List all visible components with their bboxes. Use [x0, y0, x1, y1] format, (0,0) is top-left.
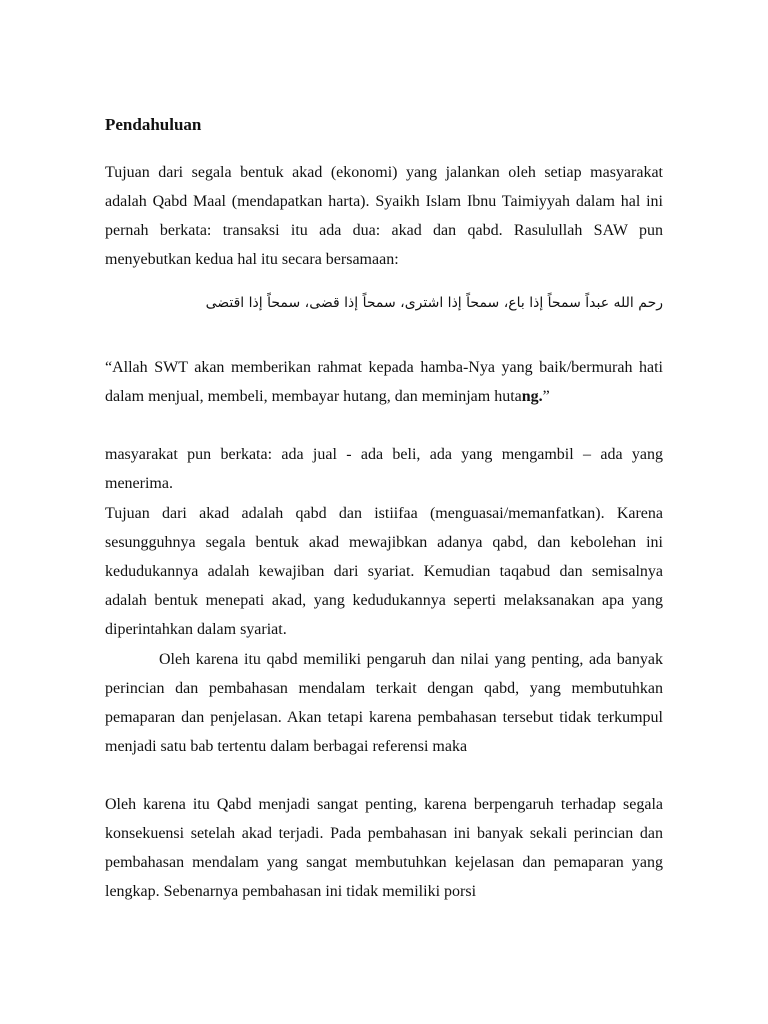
- translation-bold-text: ng.: [521, 388, 543, 405]
- paragraph-intro: Tujuan dari segala bentuk akad (ekonomi) yang jalankan oleh setiap masyarakat adalah Qabd Maal (mendapatkan harta). Syaikh Islam Ibnu Taimiyyah dalam hal ini pernah berkata: transaksi itu ada dua: akad dan qabd. Rasulullah SAW pun menyebutkan kedua hal itu secara bersamaan:: [105, 164, 663, 268]
- paragraph-purpose: Tujuan dari akad adalah qabd dan istiifaa (menguasai/memanfatkan). Karena sesungguhnya segala bentuk akad mewajibkan adanya qabd, dan kebolehan ini kedudukannya adalah kewajiban dari syariat. Kemudian taqabud dan semisalnya adalah bentuk menepati akad, yang kedudukannya seperti melaksanakan apa yang diperintahkan dalam syariat.: [105, 505, 663, 638]
- paragraph-importance: Oleh karena itu qabd memiliki pengaruh dan nilai yang penting, ada banyak perincian dan pembahasan mendalam terkait dengan qabd, yang membutuhkan pemaparan dan penjelasan. Akan tetapi karena pembahasan tersebut tidak terkumpul menjadi satu bab tertentu dalam berbagai referensi maka: [105, 651, 663, 755]
- paragraph-translation: [105, 353, 663, 411]
- arabic-hadith-quote: رحم الله عبداً سمحاً إذا باع، سمحاً إذا اشترى، سمحاً إذا قضى، سمحاً إذا اقتضى: [205, 295, 663, 311]
- paragraph-saying: masyarakat pun berkata: ada jual - ada beli, ada yang mengambil – ada yang menerima.: [105, 446, 663, 492]
- translation-closing-quote: ”: [542, 388, 550, 405]
- section-heading: Pendahuluan: [105, 115, 202, 134]
- translation-text: “Allah SWT akan memberikan rahmat kepada hamba-Nya yang baik/bermurah hati dalam menjual, membeli, membayar hutang, dan meminjam huta: [105, 359, 663, 405]
- paragraph-conclusion: Oleh karena itu Qabd menjadi sangat penting, karena berpengaruh terhadap segala konsekuensi setelah akad terjadi. Pada pembahasan ini banyak sekali perincian dan pembahasan mendalam yang sangat membutuhkan kejelasan dan pemaparan yang lengkap. Sebenarnya pembahasan ini tidak memiliki porsi: [105, 796, 663, 900]
